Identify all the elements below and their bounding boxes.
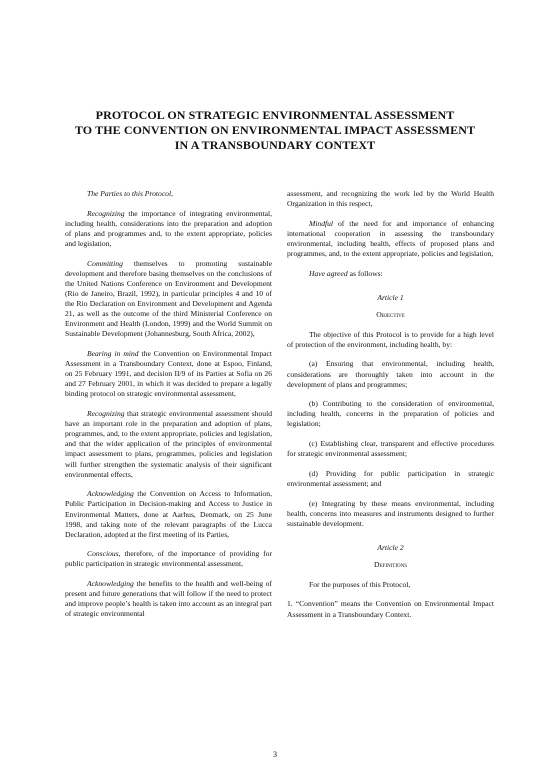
preamble-acknowledging-2: Acknowledging the benefits to the health and well-being of present and future generations that will follow if the need to protect and improve people’s health is taken into account as an integral part of strategic environmental	[65, 579, 272, 619]
preamble-recognizing-2: Recognizing that strategic environmental assessment should have an important role in the preparation and adoption of plans, programmes, and, to the extent appropriate, policies and legislation, and that the wider application of the principles of environmental impact assessment to plans, programmes, policies and legislation will further strengthen the systematic analysis of their significant environmental effects,	[65, 409, 272, 479]
article-2-intro: For the purposes of this Protocol,	[309, 579, 411, 589]
preamble-bearing-in-mind: Bearing in mind the Convention on Environmental Impact Assessment in a Transboundary Context, done at Espoo, Finland, on 25 February 1991, and decision II/9 of its Parties at Sofia on 26 and 27 February 2001, in which it was decided to prepare a legally binding protocol on strategic environmental assessment,	[65, 349, 273, 399]
article-2-definition-1: 1. “Convention” means the Convention on Environmental Impact Assessment in a Transboundary Context.	[287, 599, 494, 619]
title-line-1: PROTOCOL ON STRATEGIC ENVIRONMENTAL ASSESSMENT	[95, 108, 455, 122]
title-line-3: IN A TRANSBOUNDARY CONTEXT	[174, 138, 376, 152]
article-1-item-c: (c) Establishing clear, transparent and effective procedures for strategic environmental assessment;	[287, 439, 494, 459]
article-1-item-e: (e) Integrating by these means environmental, including health, concerns into measures and instruments designed to further sustainable development.	[287, 498, 494, 528]
article-1-item-d: (d) Providing for public participation in strategic environmental assessment; and	[287, 468, 494, 489]
page-number: 3	[273, 750, 277, 759]
article-1-title: Objective	[376, 309, 405, 319]
right-column	[287, 189, 494, 629]
article-2-heading: Article 2	[377, 543, 404, 552]
preamble-mindful: Mindful of the need for and importance of enhancing international cooperation in assessing the transboundary environmental, including health, effects of proposed plans and programmes, and, to the extent appropriate, policies and legislation,	[287, 218, 494, 259]
title-line-2: TO THE CONVENTION ON ENVIRONMENTAL IMPACT ASSESSMENT	[74, 123, 476, 137]
preamble-committing: Committing themselves to promoting sustainable development and therefore basing themselves on the conclusions of the United Nations Conference on Environment and Development (Rio de Janeiro, Brazil, 1992), in particular principles 4 and 10 of the Rio Declaration on Environment and Development and Agenda 21, as well as the outcome of the third Ministerial Conference on Environment and Health (London, 1999) and the World Summit on Sustainable Development (Johannesburg, South Africa, 2002),	[65, 258, 272, 339]
preamble-acknowledging-1: Acknowledging the Convention on Access to Information, Public Participation in Decision-making and Access to Justice in Environmental Matters, done at Aarhus, Denmark, on 25 June 1998, and taking note of the relevant paragraphs of the Lucca Declaration, adopted at the first meeting of its Parties,	[65, 489, 272, 539]
preamble-recognizing-1: Recognizing the importance of integrating environmental, including health, considerations into the preparation and adoption of plans and programmes and, to the extent appropriate, policies and legislation,	[65, 208, 272, 248]
preamble-conscious: Conscious, therefore, of the importance of providing for public participation in strategic environmental assessment,	[65, 549, 272, 569]
article-1-item-a: (a) Ensuring that environmental, including health, considerations are thoroughly taken into account in the development of plans and programmes;	[287, 359, 494, 389]
article-2-title: Definitions	[374, 560, 407, 570]
document-title	[0, 108, 550, 153]
preamble-parties: The Parties to this Protocol,	[87, 189, 173, 198]
article-1-item-b: (b) Contributing to the consideration of environmental, including health, concerns in the preparation of policies and legislation;	[287, 399, 494, 429]
article-1-heading: Article 1	[377, 292, 404, 302]
article-1-text: The objective of this Protocol is to provide for a high level of protection of the environment, including health, by:	[287, 329, 494, 349]
left-column	[65, 189, 272, 629]
preamble-continuation: assessment, and recognizing the work led by the World Health Organization in this respect,	[287, 189, 494, 209]
preamble-have-agreed: Have agreed as follows:	[309, 268, 383, 278]
